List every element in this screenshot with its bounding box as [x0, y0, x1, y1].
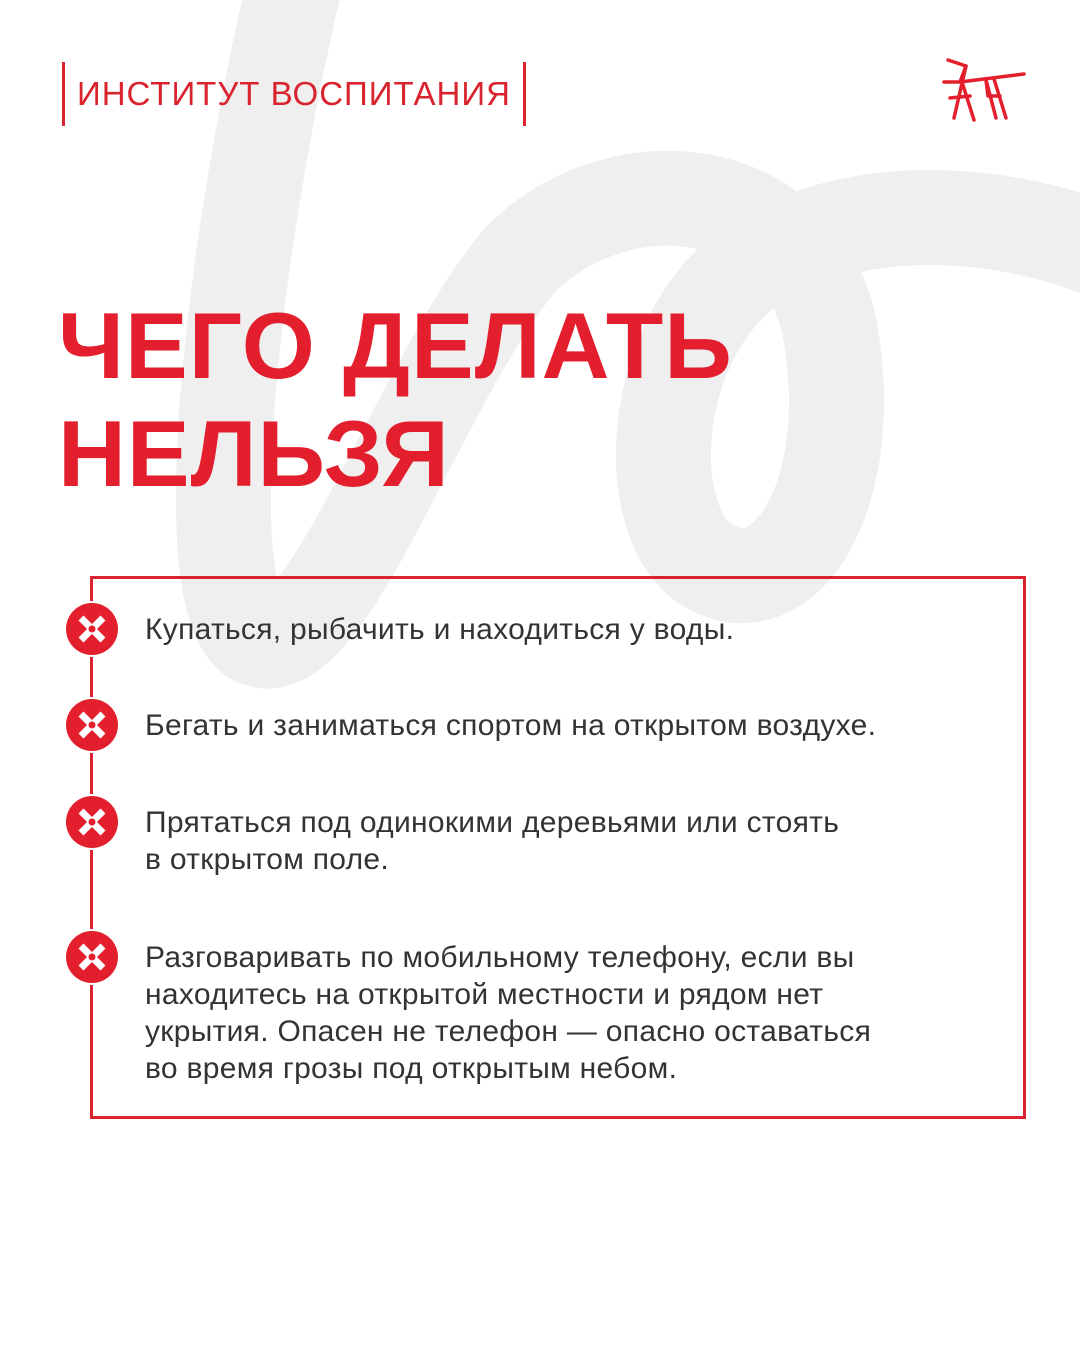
- list-item: [145, 804, 985, 878]
- item-text: Купаться, рыбачить и находиться у воды.: [145, 613, 735, 646]
- item-text-line: Прятаться под одинокими деревьями или стоять: [145, 806, 840, 839]
- title-line-2: НЕЛЬЗЯ: [58, 401, 450, 506]
- cross-icon: [64, 929, 120, 985]
- page-title: [58, 292, 733, 508]
- cross-icon: [64, 794, 120, 850]
- item-text-line: во время грозы под открытым небом.: [145, 1052, 678, 1085]
- cross-icon: [64, 697, 120, 753]
- stool-logo-icon: [940, 52, 1030, 124]
- list-item: [145, 939, 985, 1087]
- brand-name: ИНСТИТУТ ВОСПИТАНИЯ: [77, 75, 511, 112]
- list-item: [145, 707, 985, 744]
- title-line-1: ЧЕГО ДЕЛАТЬ: [58, 293, 733, 398]
- item-text-line: укрытия. Опасен не телефон — опасно оставаться: [145, 1015, 872, 1048]
- item-text: Бегать и заниматься спортом на открытом воздухе.: [145, 709, 877, 742]
- item-text-line: в открытом поле.: [145, 843, 390, 876]
- item-text-line: находитесь на открытой местности и рядом нет: [145, 978, 824, 1011]
- cross-icon: [64, 601, 120, 657]
- brand-label: [62, 62, 526, 126]
- list-item: [145, 611, 985, 648]
- item-text-line: Разговаривать по мобильному телефону, если вы: [145, 941, 855, 974]
